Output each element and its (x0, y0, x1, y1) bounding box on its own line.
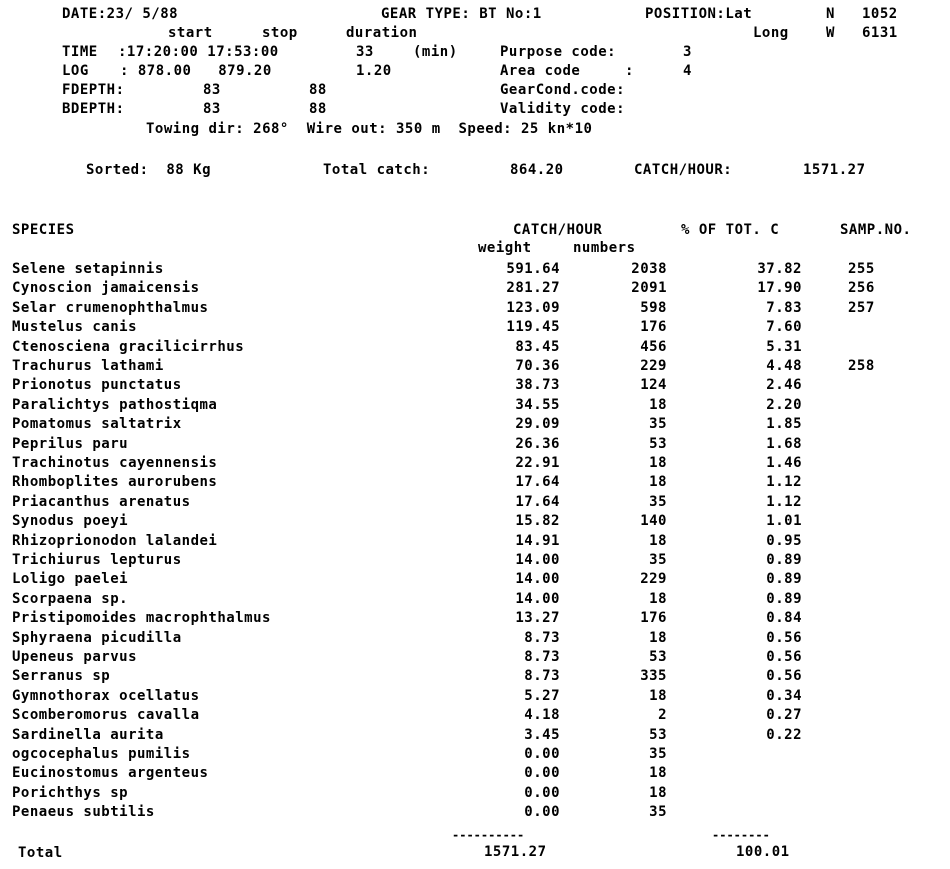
purpose-value: 3 (683, 44, 692, 60)
date-text: DATE:23/ 5/88 (62, 6, 179, 22)
percent-cell: 0.89 (766, 571, 802, 588)
species-name: Trachurus lathami (12, 358, 164, 374)
gear-type-text: GEAR TYPE: BT No:1 (381, 6, 542, 22)
samp-no-cell: 256 (848, 280, 875, 297)
weight-cell: 14.00 (515, 590, 560, 607)
percent-cell: 2.46 (766, 377, 802, 394)
long-value: 6131 (862, 25, 898, 41)
species-name: Trichiurus lepturus (12, 552, 182, 568)
percent-cell: 1.12 (766, 493, 802, 510)
samp-no-header: SAMP.NO. (840, 222, 912, 238)
total-label: Total (18, 845, 63, 861)
species-name: Paralichtys pathostiqma (12, 396, 218, 413)
species-name: Porichthys sp (12, 784, 129, 801)
numbers-cell: 18 (649, 396, 667, 413)
samp-no-cell: 255 (848, 261, 875, 277)
towing-line: Towing dir: 268° Wire out: 350 m Speed: 25 kn*10 (146, 121, 593, 137)
species-name: Prionotus punctatus (12, 377, 182, 394)
species-name: Selar crumenophthalmus (12, 299, 209, 316)
percent-cell: 0.95 (766, 532, 802, 549)
weight-cell: 8.73 (524, 629, 560, 646)
lat-value: 1052 (862, 6, 898, 22)
percent-cell: 0.84 (766, 610, 802, 627)
weight-cell: 0.00 (524, 784, 560, 801)
percent-cell: 1.85 (766, 416, 802, 433)
species-name: Eucinostomus argenteus (12, 765, 209, 782)
species-name: Pomatomus saltatrix (12, 416, 182, 433)
percent-cell: 0.56 (766, 668, 802, 685)
numbers-cell: 18 (649, 474, 667, 491)
numbers-cell: 18 (649, 784, 667, 801)
samp-no-cell: 258 (848, 358, 875, 374)
weight-cell: 14.91 (515, 532, 560, 549)
numbers-cell: 35 (649, 746, 667, 762)
col-start-label: start (168, 25, 213, 41)
catch-hour-label: CATCH/HOUR: (634, 162, 733, 178)
catch-hour-header: CATCH/HOUR (513, 222, 603, 238)
numbers-cell: 53 (649, 649, 667, 665)
weight-cell: 34.55 (515, 396, 560, 413)
percent-cell: 0.89 (766, 552, 802, 568)
lat-direction: N (826, 6, 835, 22)
time-values: :17:20:00 17:53:00 (118, 44, 279, 60)
numbers-cell: 35 (649, 493, 667, 510)
weight-cell: 0.00 (524, 746, 560, 762)
species-name: ogcocephalus pumilis (12, 746, 191, 762)
time-label: TIME (62, 44, 98, 60)
weight-cell: 591.64 (506, 261, 560, 277)
percent-cell: 0.56 (766, 629, 802, 646)
catch-hour-value: 1571.27 (803, 162, 866, 178)
numbers-cell: 456 (640, 338, 667, 355)
log-duration: 1.20 (356, 63, 392, 79)
long-direction: W (826, 25, 835, 41)
percent-cell: 5.31 (766, 338, 802, 355)
area-label: Area code : (500, 63, 634, 79)
species-name: Synodus poeyi (12, 513, 129, 530)
fdepth-label: FDEPTH: (62, 82, 125, 98)
numbers-cell: 140 (640, 513, 667, 530)
weight-cell: 3.45 (524, 726, 560, 743)
weight-cell: 281.27 (506, 280, 560, 297)
weight-cell: 8.73 (524, 668, 560, 685)
fdepth-start: 83 (203, 82, 221, 98)
species-name: Loligo paelei (12, 571, 129, 588)
weight-cell: 22.91 (515, 455, 560, 471)
percent-header: % OF TOT. C (681, 222, 780, 238)
weight-cell: 14.00 (515, 552, 560, 568)
weight-cell: 29.09 (515, 416, 560, 433)
species-name: Priacanthus arenatus (12, 493, 191, 510)
weight-cell: 0.00 (524, 765, 560, 782)
percent-cell: 1.12 (766, 474, 802, 491)
weight-cell: 26.36 (515, 435, 560, 452)
col-duration-label: duration (346, 25, 418, 41)
percent-total-rule: -------- (712, 828, 770, 842)
numbers-cell: 53 (649, 435, 667, 452)
species-name: Ctenosciena gracilicirrhus (12, 338, 245, 355)
numbers-cell: 35 (649, 552, 667, 568)
position-label: POSITION:Lat (645, 6, 753, 22)
percent-cell: 0.22 (766, 726, 802, 743)
weight-cell: 13.27 (515, 610, 560, 627)
numbers-cell: 2038 (631, 261, 667, 277)
total-catch-value: 864.20 (510, 162, 564, 178)
weight-cell: 70.36 (515, 358, 560, 374)
percent-cell: 7.83 (766, 299, 802, 316)
numbers-cell: 335 (640, 668, 667, 685)
purpose-label: Purpose code: (500, 44, 617, 60)
species-name: Sphyraena picudilla (12, 629, 182, 646)
weight-cell: 38.73 (515, 377, 560, 394)
species-name: Gymnothorax ocellatus (12, 687, 200, 704)
species-name: Serranus sp (12, 668, 111, 685)
numbers-cell: 2091 (631, 280, 667, 297)
bdepth-stop: 88 (309, 101, 327, 117)
numbers-cell: 18 (649, 590, 667, 607)
weight-cell: 14.00 (515, 571, 560, 588)
area-value: 4 (683, 63, 692, 79)
numbers-cell: 18 (649, 629, 667, 646)
weight-cell: 83.45 (515, 338, 560, 355)
percent-cell: 0.89 (766, 590, 802, 607)
weight-cell: 0.00 (524, 804, 560, 821)
weight-cell: 17.64 (515, 493, 560, 510)
species-name: Rhizoprionodon lalandei (12, 532, 218, 549)
percent-cell: 0.56 (766, 649, 802, 665)
total-percent: 100.01 (736, 844, 790, 860)
fdepth-stop: 88 (309, 82, 327, 98)
numbers-cell: 35 (649, 804, 667, 821)
weight-cell: 17.64 (515, 474, 560, 491)
weight-total-rule: ---------- (452, 828, 525, 842)
numbers-cell: 53 (649, 726, 667, 743)
species-name: Scorpaena sp. (12, 590, 129, 607)
percent-cell: 7.60 (766, 319, 802, 336)
numbers-cell: 229 (640, 571, 667, 588)
samp-no-cell: 257 (848, 299, 875, 316)
species-name: Scomberomorus cavalla (12, 707, 200, 724)
validity-label: Validity code: (500, 101, 626, 117)
numbers-header: numbers (573, 240, 636, 256)
numbers-cell: 18 (649, 687, 667, 704)
numbers-cell: 35 (649, 416, 667, 433)
weight-cell: 119.45 (506, 319, 560, 336)
species-name: Selene setapinnis (12, 261, 164, 277)
percent-cell: 1.68 (766, 435, 802, 452)
species-name: Pristipomoides macrophthalmus (12, 610, 271, 627)
gearcond-label: GearCond.code: (500, 82, 626, 98)
time-unit: (min) (413, 44, 458, 60)
weight-cell: 5.27 (524, 687, 560, 704)
col-stop-label: stop (262, 25, 298, 41)
weight-cell: 15.82 (515, 513, 560, 530)
numbers-cell: 598 (640, 299, 667, 316)
species-name: Upeneus parvus (12, 649, 138, 665)
numbers-cell: 18 (649, 765, 667, 782)
percent-cell: 0.34 (766, 687, 802, 704)
numbers-cell: 176 (640, 610, 667, 627)
bdepth-label: BDEPTH: (62, 101, 125, 117)
percent-cell: 1.46 (766, 455, 802, 471)
percent-cell: 2.20 (766, 396, 802, 413)
time-duration: 33 (356, 44, 374, 60)
species-name: Mustelus canis (12, 319, 138, 336)
numbers-cell: 229 (640, 358, 667, 374)
species-name: Cynoscion jamaicensis (12, 280, 200, 297)
percent-cell: 0.27 (766, 707, 802, 724)
species-name: Sardinella aurita (12, 726, 164, 743)
total-weight: 1571.27 (484, 844, 547, 860)
species-header: SPECIES (12, 222, 75, 238)
percent-cell: 4.48 (766, 358, 802, 374)
species-name: Trachinotus cayennensis (12, 455, 218, 471)
species-name: Peprilus paru (12, 435, 129, 452)
species-name: Penaeus subtilis (12, 804, 155, 821)
percent-cell: 37.82 (757, 261, 802, 277)
total-catch-label: Total catch: (323, 162, 431, 178)
weight-cell: 4.18 (524, 707, 560, 724)
percent-cell: 17.90 (757, 280, 802, 297)
numbers-cell: 2 (658, 707, 667, 724)
numbers-cell: 18 (649, 532, 667, 549)
percent-cell: 1.01 (766, 513, 802, 530)
bdepth-start: 83 (203, 101, 221, 117)
weight-cell: 123.09 (506, 299, 560, 316)
numbers-cell: 124 (640, 377, 667, 394)
numbers-cell: 176 (640, 319, 667, 336)
long-label: Long (753, 25, 789, 41)
log-values: : 878.00 879.20 (120, 63, 272, 79)
sorted-text: Sorted: 88 Kg (86, 162, 212, 178)
log-label: LOG (62, 63, 89, 79)
species-name: Rhomboplites aurorubens (12, 474, 218, 491)
weight-cell: 8.73 (524, 649, 560, 665)
numbers-cell: 18 (649, 455, 667, 471)
weight-header: weight (478, 240, 532, 256)
